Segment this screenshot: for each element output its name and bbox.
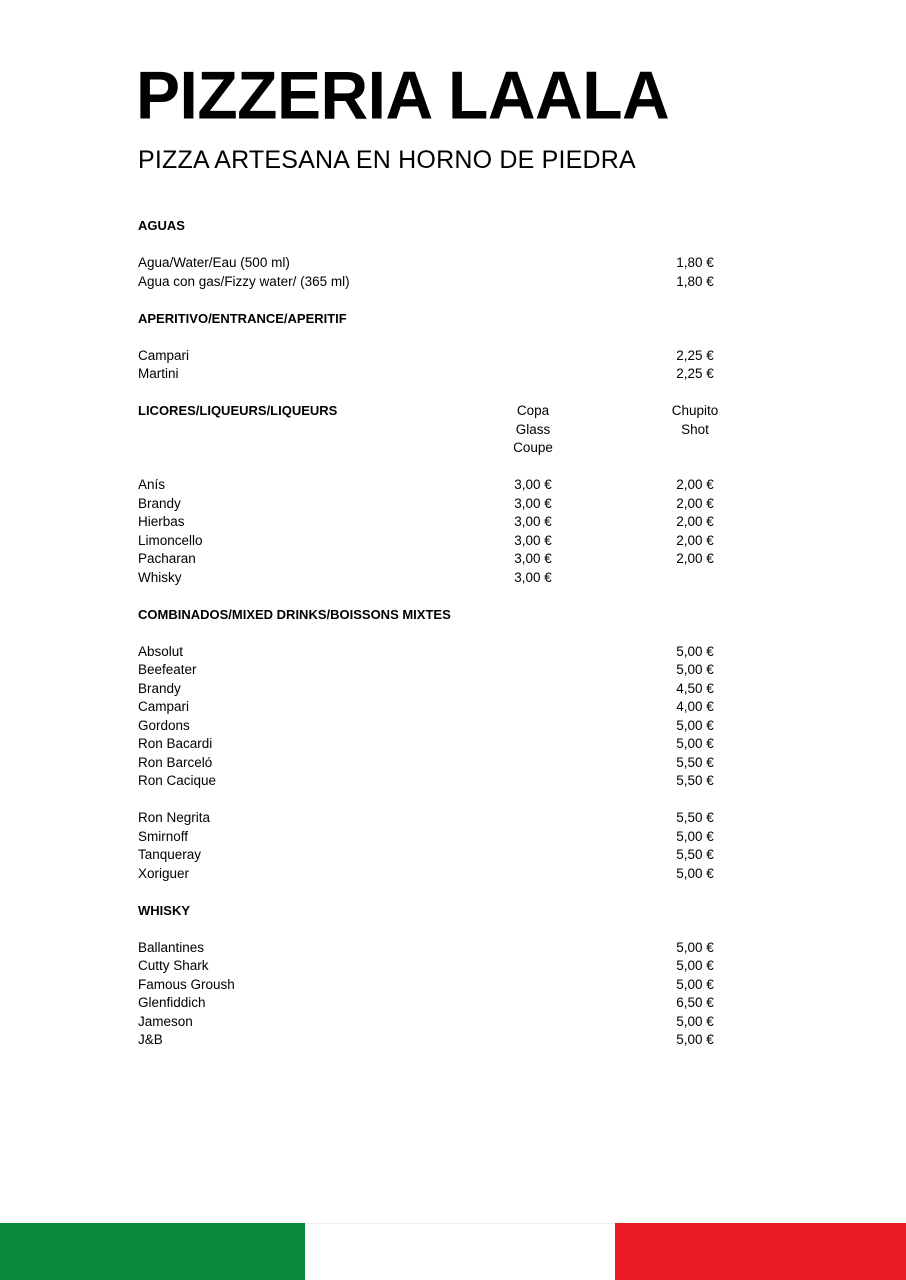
spacer (138, 587, 758, 606)
menu-item (138, 680, 758, 699)
menu-item (138, 809, 758, 828)
spacer (138, 791, 758, 810)
spacer (138, 920, 758, 939)
item-price: 5,50 € (676, 773, 714, 788)
flag-band-white (305, 1223, 615, 1280)
item-name: Ron Negrita (138, 810, 211, 825)
item-name: Agua/Water/Eau (500 ml) (138, 255, 290, 270)
item-name: Whisky (138, 569, 182, 585)
spacer (138, 236, 758, 255)
spacer (138, 328, 758, 347)
item-price: 6,50 € (676, 995, 714, 1010)
item-price: 2,25 € (676, 366, 714, 381)
section-title: COMBINADOS/MIXED DRINKS/BOISSONS MIXTES (138, 606, 451, 622)
item-name: Martini (138, 366, 179, 381)
spacer (138, 384, 758, 403)
item-price: 5,00 € (676, 939, 714, 955)
menu-item (138, 939, 758, 958)
item-price: 5,00 € (676, 1013, 714, 1029)
menu-item (138, 532, 758, 551)
menu-item (138, 717, 758, 736)
menu-item (138, 865, 758, 884)
item-price: 1,80 € (676, 273, 714, 289)
item-price-copa: 3,00 € (514, 532, 552, 548)
menu-item (138, 550, 758, 569)
menu-item (138, 994, 758, 1013)
item-name: Ron Cacique (138, 773, 217, 788)
item-name: Glenfiddich (138, 995, 206, 1010)
menu-item (138, 273, 758, 292)
column-header-row (138, 439, 758, 458)
item-name: Ballantines (138, 939, 205, 955)
item-price-chupito: 2,00 € (676, 532, 714, 548)
spacer (138, 624, 758, 643)
column-header-glass: Glass (515, 421, 551, 437)
item-price: 5,00 € (676, 976, 714, 992)
item-price-chupito: 2,00 € (676, 495, 714, 511)
flag-band-green (0, 1223, 305, 1280)
item-price-chupito: 2,00 € (676, 514, 714, 529)
item-price-copa: 3,00 € (514, 477, 552, 492)
item-price: 5,00 € (676, 865, 714, 881)
menu-item (138, 365, 758, 384)
item-price: 1,80 € (676, 255, 714, 270)
menu-item (138, 828, 758, 847)
item-price-chupito: 2,00 € (676, 551, 714, 566)
section-title: LICORES/LIQUEURS/LIQUEURS (138, 403, 338, 418)
item-name: Pacharan (138, 551, 196, 566)
item-name: J&B (138, 1032, 163, 1047)
item-name: Smirnoff (138, 828, 189, 844)
drinks-menu (138, 217, 758, 1050)
item-price: 5,00 € (676, 662, 714, 677)
section-title: WHISKY (138, 902, 190, 918)
item-price-copa: 3,00 € (514, 569, 552, 585)
item-name: Ron Bacardi (138, 736, 213, 751)
item-name: Campari (138, 699, 190, 714)
menu-item (138, 495, 758, 514)
menu-item (138, 846, 758, 865)
spacer (138, 291, 758, 310)
item-price: 2,25 € (676, 347, 714, 363)
page-title: PIZZERIA LAALA (136, 57, 670, 133)
item-price: 4,50 € (676, 680, 714, 696)
item-name: Campari (138, 347, 190, 363)
section-title: AGUAS (138, 218, 185, 233)
column-header-shot: Shot (681, 421, 709, 437)
menu-item (138, 347, 758, 366)
flag-band-red (615, 1223, 906, 1280)
page-subtitle: PIZZA ARTESANA EN HORNO DE PIEDRA (138, 146, 636, 174)
item-price: 5,50 € (676, 847, 714, 862)
item-price-copa: 3,00 € (514, 514, 552, 529)
item-price: 5,50 € (676, 810, 714, 825)
item-name: Limoncello (138, 532, 203, 548)
item-price: 5,00 € (676, 958, 714, 973)
item-name: Gordons (138, 717, 190, 733)
item-name: Cutty Shark (138, 958, 209, 973)
menu-item (138, 1013, 758, 1032)
menu-item (138, 476, 758, 495)
item-name: Anís (138, 477, 166, 492)
item-price: 5,00 € (676, 717, 714, 733)
menu-item (138, 735, 758, 754)
spacer (138, 458, 758, 477)
item-name: Hierbas (138, 514, 185, 529)
item-price: 4,00 € (676, 699, 714, 714)
item-name: Xoriguer (138, 865, 190, 881)
item-name: Agua con gas/Fizzy water/ (365 ml) (138, 273, 350, 289)
item-name: Absolut (138, 643, 184, 659)
menu-item (138, 513, 758, 532)
item-price: 5,00 € (676, 643, 714, 659)
item-price-copa: 3,00 € (514, 495, 552, 511)
item-name: Brandy (138, 680, 181, 696)
item-name: Jameson (138, 1013, 193, 1029)
item-price-copa: 3,00 € (514, 551, 552, 566)
section-heading-whisky (138, 902, 758, 921)
italian-flag-footer (0, 1223, 906, 1280)
section-heading-combinados (138, 606, 758, 625)
menu-item (138, 254, 758, 273)
item-price-chupito: 2,00 € (676, 477, 714, 492)
item-name: Brandy (138, 495, 181, 511)
menu-item (138, 661, 758, 680)
item-name: Tanqueray (138, 847, 202, 862)
menu-item (138, 976, 758, 995)
section-title: APERITIVO/ENTRANCE/APERITIF (138, 310, 347, 326)
menu-item (138, 772, 758, 791)
column-header-chupito: Chupito (671, 403, 719, 418)
spacer (138, 883, 758, 902)
column-header-copa: Copa (516, 403, 550, 418)
section-heading-aguas (138, 217, 758, 236)
item-price: 5,00 € (676, 1032, 714, 1047)
item-price: 5,50 € (676, 754, 714, 770)
item-name: Famous Groush (138, 976, 235, 992)
section-heading-licores (138, 402, 758, 421)
menu-item (138, 754, 758, 773)
menu-item (138, 1031, 758, 1050)
section-heading-aperitivo (138, 310, 758, 329)
menu-item (138, 569, 758, 588)
item-name: Ron Barceló (138, 754, 213, 770)
item-name: Beefeater (138, 662, 197, 677)
item-price: 5,00 € (676, 828, 714, 844)
item-price: 5,00 € (676, 736, 714, 751)
menu-item (138, 957, 758, 976)
column-header-row (138, 421, 758, 440)
menu-item (138, 698, 758, 717)
menu-item (138, 643, 758, 662)
column-header-coupe: Coupe (513, 440, 553, 455)
